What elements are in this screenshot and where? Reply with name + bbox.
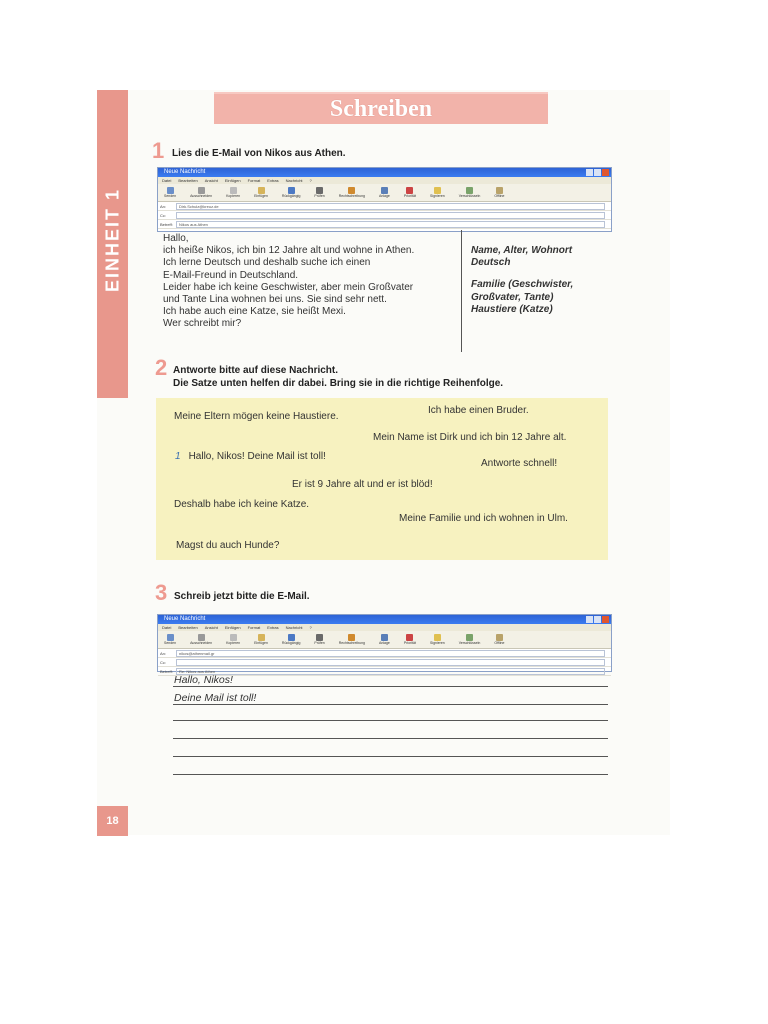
note-line: Familie (Geschwister,: [471, 279, 574, 291]
sentence-brother: Ich habe einen Bruder.: [428, 405, 529, 416]
undo-icon: [288, 634, 295, 641]
cut-button[interactable]: Ausschneiden: [190, 634, 212, 645]
menu-item-message[interactable]: Nachricht: [285, 625, 303, 630]
menu-bar: [158, 624, 611, 631]
sentence-parents-pets: Meine Eltern mögen keine Haustiere.: [174, 411, 339, 422]
spelling-button[interactable]: Rechtschreibung: [339, 187, 365, 198]
close-icon[interactable]: [602, 169, 609, 176]
writing-line: [173, 720, 608, 721]
page-title: Schreiben: [329, 96, 433, 122]
encrypt-button[interactable]: Verschlüsseln: [459, 634, 481, 645]
sentence-no-cat: Deshalb habe ich keine Katze.: [174, 499, 310, 510]
send-icon: [167, 634, 174, 641]
sign-icon: [434, 634, 441, 641]
check-names-icon: [316, 634, 323, 641]
menu-item-file[interactable]: Datei: [162, 178, 172, 183]
close-icon[interactable]: [602, 616, 609, 623]
email-line: Hallo,: [163, 233, 189, 244]
unit-label: EINHEIT 1: [102, 187, 122, 293]
priority-button[interactable]: Priorität: [404, 634, 416, 645]
sentence-dogs: Magst du auch Hunde?: [176, 540, 280, 551]
task-1-instruction: Lies die E-Mail von Nikos aus Athen.: [172, 148, 346, 159]
email-line: und Tante Lina wohnen bei uns. Sie sind sehr nett.: [163, 294, 387, 306]
send-button[interactable]: Senden: [164, 187, 176, 198]
undo-icon: [288, 187, 295, 194]
spelling-icon: [348, 187, 355, 194]
menu-item-tools[interactable]: Extras: [267, 625, 279, 630]
menu-item-insert[interactable]: Einfügen: [224, 178, 241, 183]
subject-field[interactable]: Nikos aus Athen: [176, 221, 605, 228]
priority-icon: [406, 634, 413, 641]
spelling-icon: [348, 634, 355, 641]
attach-button[interactable]: Anlage: [379, 187, 390, 198]
to-field[interactable]: Dirk.Schulz@kreuz.de: [176, 203, 605, 210]
check-names-icon: [316, 187, 323, 194]
priority-button[interactable]: Priorität: [404, 187, 416, 198]
menu-item-file[interactable]: Datei: [162, 625, 172, 630]
to-row: An: nikos@athenmail.gr: [158, 649, 611, 658]
scissors-icon: [198, 187, 205, 194]
email-line: ich heiße Nikos, ich bin 12 Jahre alt und wohne in Athen.: [163, 245, 415, 257]
menu-item-help[interactable]: ?: [309, 625, 312, 630]
task-3-instruction: Schreib jetzt bitte die E-Mail.: [174, 591, 310, 602]
page-title-banner: [214, 92, 548, 124]
offline-button[interactable]: Offline: [494, 187, 504, 198]
note-line: Großvater, Tante): [471, 291, 554, 303]
page-number: 18: [97, 806, 128, 836]
email-line: Ich lerne Deutsch und deshalb suche ich einen: [163, 257, 371, 269]
email-window-nikos: [157, 167, 612, 232]
sentence-greeting: 1 Hallo, Nikos! Deine Mail ist toll!: [175, 451, 326, 462]
sentence-order-number: 1: [175, 451, 181, 462]
menu-bar: [158, 177, 611, 184]
cc-row: Cc:: [158, 211, 611, 220]
toolbar: [158, 631, 611, 649]
writing-line: [173, 774, 608, 775]
menu-item-help[interactable]: ?: [309, 178, 312, 183]
writing-line: [173, 704, 608, 705]
writing-line: [173, 738, 608, 739]
writing-line: [173, 756, 608, 757]
email-notes: [471, 245, 596, 316]
copy-button[interactable]: Kopieren: [226, 634, 240, 645]
undo-button[interactable]: Rückgängig: [282, 187, 300, 198]
menu-item-message[interactable]: Nachricht: [285, 178, 303, 183]
sentence-name-age: Mein Name ist Dirk und ich bin 12 Jahre alt.: [373, 432, 567, 443]
cc-field[interactable]: [176, 659, 605, 666]
offline-icon: [496, 634, 503, 641]
menu-item-insert[interactable]: Einfügen: [224, 625, 241, 630]
handwritten-line-2: Deine Mail ist toll!: [174, 692, 257, 704]
toolbar: [158, 184, 611, 202]
subject-field[interactable]: Re: Nikos aus Athen: [176, 668, 605, 675]
maximize-icon[interactable]: [594, 169, 601, 176]
window-title: Neue Nachricht: [164, 616, 206, 622]
subject-row: Betreff: Nikos aus Athen: [158, 220, 611, 229]
email-window-reply: [157, 614, 612, 672]
priority-icon: [406, 187, 413, 194]
paste-icon: [258, 634, 265, 641]
writing-line: [173, 686, 608, 687]
cc-row: Cc:: [158, 658, 611, 667]
sign-button[interactable]: Signieren: [430, 187, 445, 198]
cc-field[interactable]: [176, 212, 605, 219]
sign-icon: [434, 187, 441, 194]
email-body: [163, 233, 453, 331]
task-number-3: 3: [155, 580, 168, 605]
encrypt-icon: [466, 634, 473, 641]
task-number-2: 2: [155, 355, 168, 380]
sentence-brother-age: Er ist 9 Jahre alt und er ist blöd!: [292, 479, 433, 490]
paperclip-icon: [381, 187, 388, 194]
offline-button[interactable]: Offline: [494, 634, 504, 645]
email-divider: [461, 230, 462, 352]
window-title: Neue Nachricht: [164, 169, 206, 175]
email-line: Leider habe ich keine Geschwister, aber mein Großvater: [163, 281, 414, 293]
window-titlebar: [158, 615, 611, 624]
subject-row: Betreff: Re: Nikos aus Athen: [158, 667, 611, 676]
to-field[interactable]: nikos@athenmail.gr: [176, 650, 605, 657]
maximize-icon[interactable]: [594, 616, 601, 623]
menu-item-view[interactable]: Ansicht: [204, 178, 218, 183]
menu-item-format[interactable]: Format: [247, 178, 261, 183]
email-line: Ich habe auch eine Katze, sie heißt Mexi.: [163, 306, 346, 318]
window-titlebar: [158, 168, 611, 177]
sentence-family-ulm: Meine Familie und ich wohnen in Ulm.: [399, 513, 568, 524]
check-button[interactable]: Prüfen: [314, 634, 324, 645]
copy-button[interactable]: Kopieren: [226, 187, 240, 198]
sentence-answer-quickly: Antworte schnell!: [481, 458, 558, 469]
spelling-button[interactable]: Rechtschreibung: [339, 634, 365, 645]
email-line: Wer schreibt mir?: [163, 318, 242, 330]
copy-icon: [230, 634, 237, 641]
note-line: Deutsch: [471, 257, 511, 269]
send-icon: [167, 187, 174, 194]
menu-item-format[interactable]: Format: [247, 625, 261, 630]
menu-item-tools[interactable]: Extras: [267, 178, 279, 183]
attach-button[interactable]: Anlage: [379, 634, 390, 645]
menu-item-view[interactable]: Ansicht: [204, 625, 218, 630]
encrypt-icon: [466, 187, 473, 194]
menu-item-edit[interactable]: Bearbeiten: [178, 625, 198, 630]
cut-button[interactable]: Ausschneiden: [190, 187, 212, 198]
check-button[interactable]: Prüfen: [314, 187, 324, 198]
minimize-icon[interactable]: [586, 616, 593, 623]
handwritten-greeting: Hallo, Nikos!: [174, 674, 233, 686]
paste-button[interactable]: Einfügen: [254, 187, 268, 198]
copy-icon: [230, 187, 237, 194]
menu-item-edit[interactable]: Bearbeiten: [178, 178, 198, 183]
encrypt-button[interactable]: Verschlüsseln: [459, 187, 481, 198]
offline-icon: [496, 187, 503, 194]
to-row: An: Dirk.Schulz@kreuz.de: [158, 202, 611, 211]
note-line: Haustiere (Katze): [471, 303, 553, 315]
send-button[interactable]: Senden: [164, 634, 176, 645]
paste-button[interactable]: Einfügen: [254, 634, 268, 645]
minimize-icon[interactable]: [586, 169, 593, 176]
paste-icon: [258, 187, 265, 194]
undo-button[interactable]: Rückgängig: [282, 634, 300, 645]
sign-button[interactable]: Signieren: [430, 634, 445, 645]
task-2-instruction: Antworte bitte auf diese Nachricht. Die Satze unten helfen dir dabei. Bring sie in die richtige Reihenfolge.: [173, 365, 504, 389]
task-number-1: 1: [152, 138, 165, 163]
email-line: E-Mail-Freund in Deutschland.: [163, 269, 299, 281]
note-line: Name, Alter, Wohnort: [471, 245, 573, 256]
scissors-icon: [198, 634, 205, 641]
paperclip-icon: [381, 634, 388, 641]
